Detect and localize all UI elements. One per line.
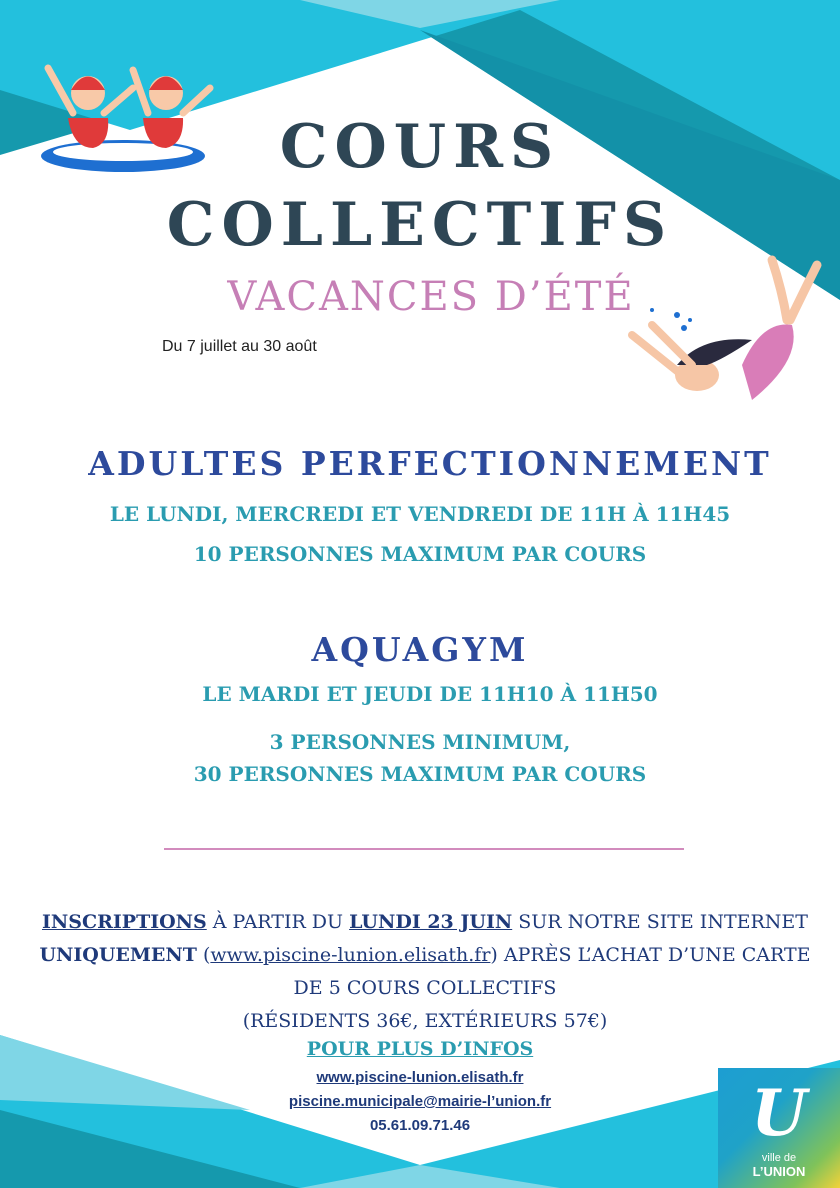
inscriptions-link-open: ( bbox=[196, 944, 211, 966]
infos-title: POUR PLUS D’INFOS bbox=[306, 1038, 534, 1060]
inscriptions-label: INSCRIPTIONS bbox=[42, 911, 207, 933]
title-line-1: COURS bbox=[279, 112, 561, 182]
inscriptions-website-link[interactable]: www.piscine-lunion.elisath.fr bbox=[210, 944, 491, 966]
inscriptions-uniquement: UNIQUEMENT bbox=[39, 944, 197, 966]
logo-letter: U bbox=[751, 1076, 807, 1151]
title-line-2: COLLECTIFS bbox=[166, 190, 674, 260]
subtitle: VACANCES D’ÉTÉ bbox=[227, 274, 635, 320]
section-title-aquagym: AQUAGYM bbox=[311, 630, 529, 669]
infos-phone: 05.61.09.71.46 bbox=[369, 1117, 471, 1134]
inscriptions-text-1: À PARTIR DU bbox=[206, 911, 350, 933]
logo-name: L’UNION bbox=[752, 1164, 806, 1179]
inscriptions-prices: (RÉSIDENTS 36€, EXTÉRIEURS 57€) bbox=[242, 1010, 608, 1032]
inscriptions-date: LUNDI 23 JUIN bbox=[349, 911, 513, 933]
inscriptions-line-1 bbox=[10, 906, 840, 939]
infos-website-link[interactable]: www.piscine-lunion.elisath.fr bbox=[316, 1069, 524, 1086]
section-title-adultes: ADULTES PERFECTIONNEMENT bbox=[88, 444, 772, 483]
aquagym-minimum: 3 PERSONNES MINIMUM, bbox=[269, 730, 571, 754]
inscriptions-text-3: ) APRÈS L’ACHAT D’UNE CARTE bbox=[490, 944, 811, 966]
ville-de-lunion-logo bbox=[718, 1068, 840, 1188]
inscriptions-line-3: DE 5 COURS COLLECTIFS bbox=[293, 977, 557, 999]
inscriptions-block bbox=[10, 906, 840, 1038]
aquagym-schedule: LE MARDI ET JEUDI DE 11H10 À 11H50 bbox=[202, 682, 658, 706]
logo-ville-de: ville de bbox=[761, 1152, 797, 1164]
divider bbox=[164, 848, 684, 850]
inscriptions-text-2: SUR NOTRE SITE INTERNET bbox=[512, 911, 808, 933]
infos-email-link[interactable]: piscine.municipale@mairie-l’union.fr bbox=[288, 1093, 552, 1110]
adultes-capacity: 10 PERSONNES MAXIMUM PAR COURS bbox=[193, 542, 647, 566]
dates-text: Du 7 juillet au 30 août bbox=[162, 338, 317, 355]
inscriptions-line-2 bbox=[10, 939, 840, 972]
aquagym-maximum: 30 PERSONNES MAXIMUM PAR COURS bbox=[193, 762, 647, 786]
adultes-schedule: LE LUNDI, MERCREDI ET VENDREDI DE 11H À 11H45 bbox=[109, 502, 731, 526]
